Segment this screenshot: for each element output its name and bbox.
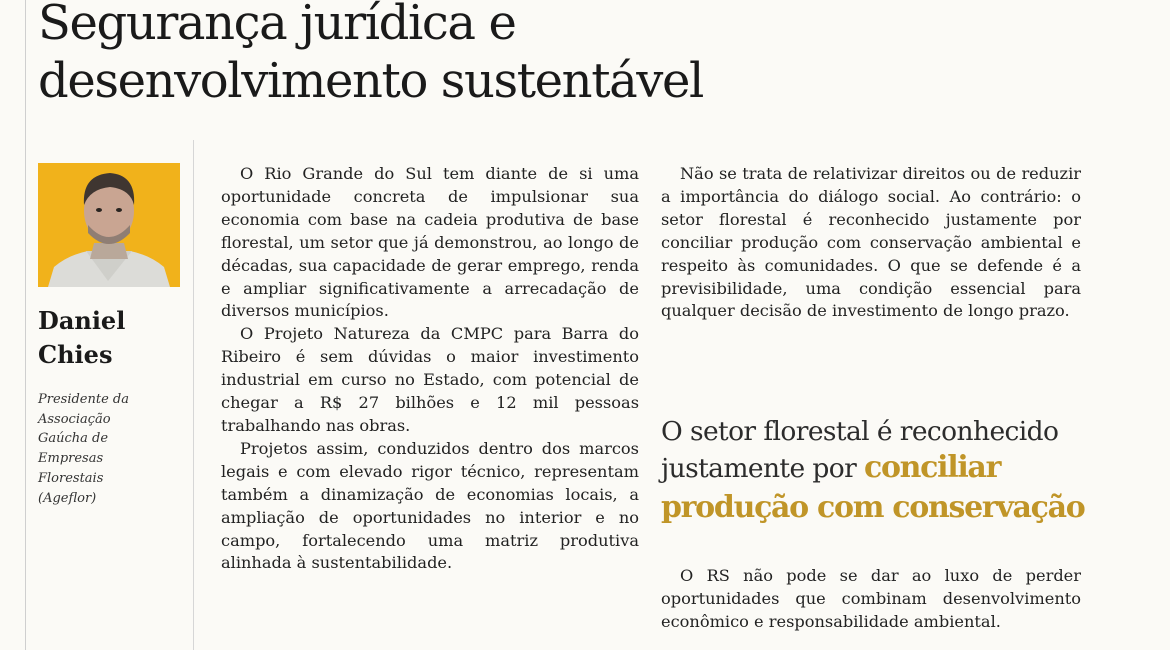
pull-quote-line-2 (661, 449, 1161, 488)
author-role-line: Empresas (38, 451, 104, 467)
article-column-2 (661, 163, 1081, 323)
author-last-name: Chies (38, 340, 113, 369)
paragraph: Não se trata de relativizar direitos ou de reduzir a importância do diálogo social. Ao contrário: o setor florestal é reconhecido justamente por conciliar produção com conservação ambiental e respeito às comunidades. O que se defende é a previsibilidade, uma condição essencial para qualquer decisão de investimento de longo prazo. (661, 164, 1081, 321)
page-rule-left (25, 0, 26, 650)
author-name (38, 304, 188, 372)
column-rule (193, 140, 194, 650)
pull-quote (661, 415, 1161, 528)
paragraph: Projetos assim, conduzidos dentro dos marcos legais e com elevado rigor técnico, representam também a dinamização de economias locais, a ampliação de oportunidades no interior e no campo, fortalecendo uma matriz produtiva alinhada à sustentabilidade. (221, 438, 639, 573)
pull-quote-line-3: produção com conservação (661, 490, 1085, 525)
author-role-line: Presidente da (38, 392, 129, 407)
author-photo (38, 163, 180, 287)
pull-quote-line-1: O setor florestal é reconhecido (661, 416, 1059, 447)
headline-line-2: desenvolvimento sustentável (38, 53, 703, 109)
paragraph: O RS não pode se dar ao luxo de perder oportunidades que combinam desenvolvimento econômico e responsabilidade ambiental. (661, 566, 1081, 631)
author-role-line: Gaúcha de (38, 431, 109, 447)
paragraph: O Projeto Natureza da CMPC para Barra do Ribeiro é sem dúvidas o maior investimento industrial em curso no Estado, com potencial de chegar a R$ 27 bilhões e 12 mil pessoas trabalhando nas obras. (221, 324, 639, 435)
author-role-line: (Ageflor) (38, 490, 97, 506)
headline-line-1: Segurança jurídica e (38, 0, 516, 51)
author-first-name: Daniel (38, 306, 126, 335)
article-column-3 (661, 565, 1081, 634)
pull-quote-highlight: conciliar (863, 450, 1001, 485)
author-role-line: Associação (38, 411, 111, 427)
headline (38, 0, 798, 110)
paragraph: O Rio Grande do Sul tem diante de si uma oportunidade concreta de impulsionar sua economia com base na cadeia produtiva de base florestal, um setor que já demonstrou, ao longo de décadas, sua capacidade de gerar emprego, renda e ampliar significativamente a arrecadação de diversos municípios. (221, 164, 639, 321)
pull-quote-plain: justamente por (661, 453, 864, 484)
author-portrait-icon (38, 163, 180, 287)
article-column-1 (221, 163, 639, 575)
author-role (38, 390, 168, 508)
author-role-line: Florestais (38, 470, 104, 486)
